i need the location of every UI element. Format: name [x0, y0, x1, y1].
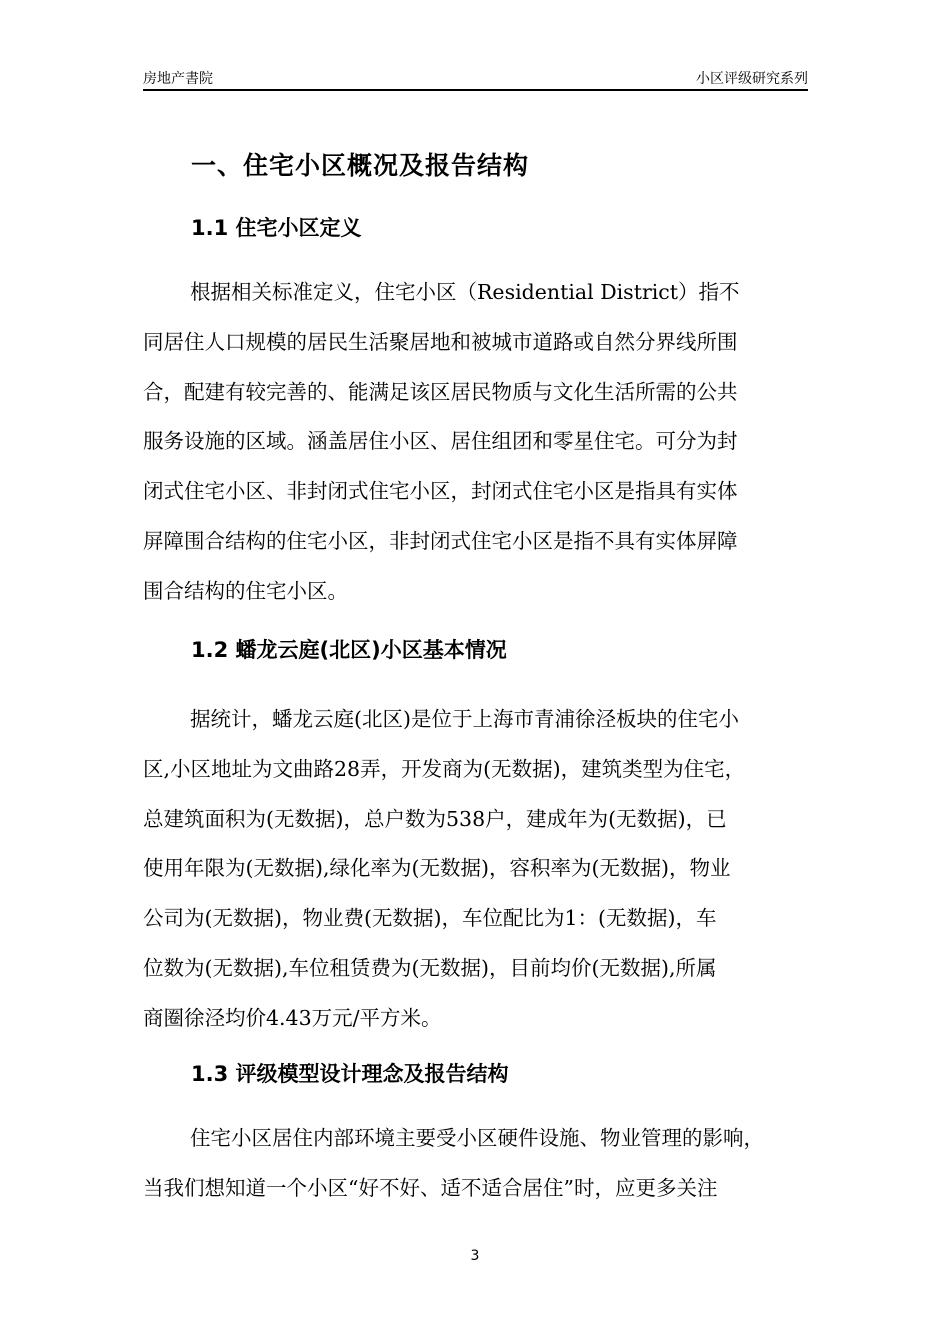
paragraph-line: 住宅小区居住内部环境主要受小区硬件设施、物业管理的影响，	[190, 1126, 764, 1150]
header-right-title: 小区评级研究系列	[696, 71, 808, 87]
paragraph-line: 合，配建有较完善的、能满足该区居民物质与文化生活所需的公共	[143, 379, 738, 404]
paragraph-line: 据统计，蟠龙云庭(北区)是位于上海市青浦徐泾板块的住宅小	[190, 707, 739, 731]
paragraph-line: 服务设施的区域。涵盖居住小区、居住组团和零星住宅。可分为封	[143, 429, 738, 454]
paragraph-line: 闭式住宅小区、非封闭式住宅小区，封闭式住宅小区是指具有实体	[143, 479, 738, 504]
paragraph-line: 围合结构的住宅小区。	[143, 578, 348, 603]
section-heading: 1.1 住宅小区定义	[191, 216, 362, 240]
paragraph-line: 位数为(无数据),车位租赁费为(无数据)，目前均价(无数据),所属	[143, 956, 717, 980]
header-left-title: 房地产書院	[143, 71, 213, 87]
paragraph-line: 商圈徐泾均价4.43万元/平方米。	[143, 1005, 442, 1030]
section-heading: 1.3 评级模型设计理念及报告结构	[191, 1062, 509, 1086]
paragraph-line: 区,小区地址为文曲路28弄，开发商为(无数据)，建筑类型为住宅，	[143, 756, 746, 781]
header-divider	[143, 89, 808, 91]
chapter-heading: 一、住宅小区概况及报告结构	[191, 151, 530, 180]
paragraph-line: 总建筑面积为(无数据)，总户数为538户，建成年为(无数据)，已	[143, 806, 727, 831]
page-number: 3	[470, 1248, 480, 1264]
paragraph-line: 同居住人口规模的居民生活聚居地和被城市道路或自然分界线所围	[143, 329, 738, 354]
paragraph-line: 公司为(无数据)，物业费(无数据)，车位配比为1：(无数据)，车	[143, 906, 717, 931]
paragraph-line: 使用年限为(无数据),绿化率为(无数据)，容积率为(无数据)，物业	[143, 856, 731, 881]
section-heading: 1.2 蟠龙云庭(北区)小区基本情况	[191, 638, 507, 662]
paragraph-line: 当我们想知道一个小区“好不好、适不适合居住”时，应更多关注	[143, 1175, 718, 1200]
paragraph-line: 根据相关标准定义，住宅小区（Residential District）指不	[190, 280, 740, 304]
paragraph-line: 屏障围合结构的住宅小区，非封闭式住宅小区是指不具有实体屏障	[143, 529, 738, 553]
